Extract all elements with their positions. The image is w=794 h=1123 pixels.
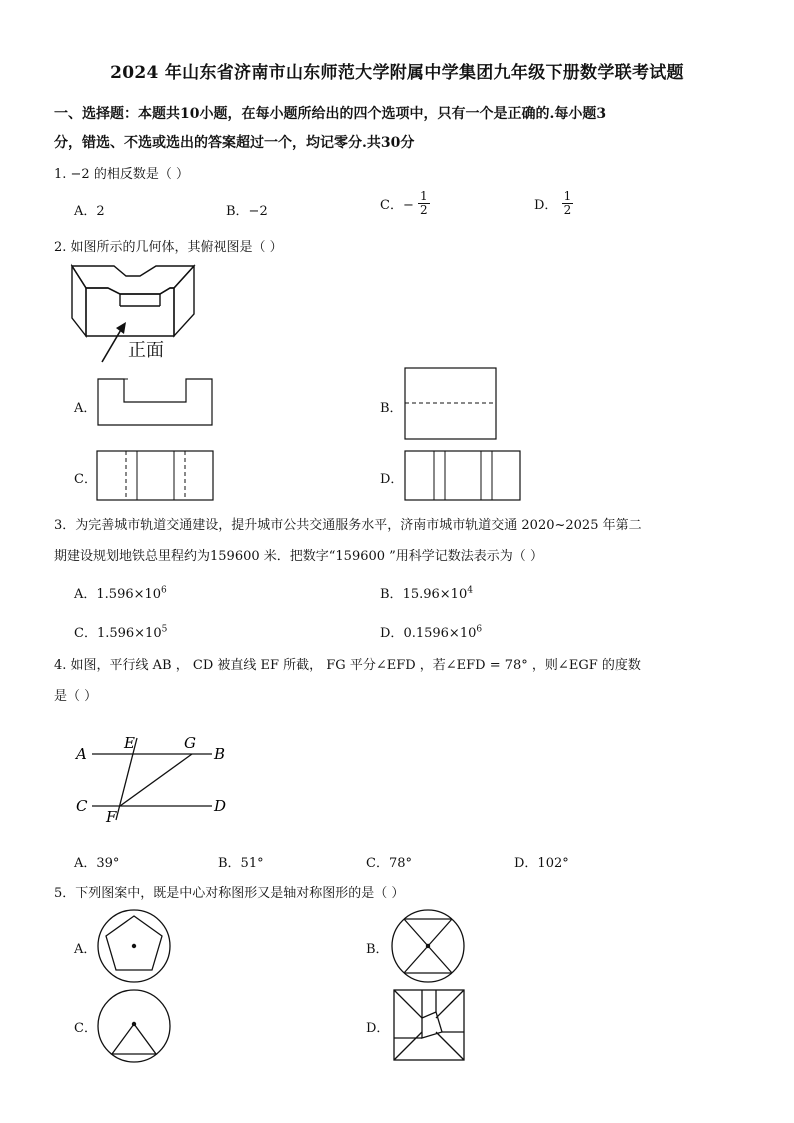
- q2-option-d[interactable]: D．: [380, 472, 404, 487]
- q1-option-d-numerator: 1: [563, 189, 572, 203]
- q1-option-c-denominator: 2: [419, 203, 428, 217]
- q1-option-d-prefix: D．: [534, 198, 558, 213]
- q3-option-a-label: A．: [74, 587, 97, 602]
- section-heading-line2: 分，错选、不选或选出的答案超过一个，均记零分.共30分: [54, 135, 415, 151]
- q1-option-d-fraction: [562, 190, 574, 217]
- q5-option-c-figure: [96, 988, 172, 1064]
- q4-option-c[interactable]: C．78°: [366, 856, 412, 871]
- q3-option-d-base: 0.1596×10: [403, 626, 477, 641]
- q3-option-c[interactable]: [74, 622, 167, 641]
- q3-option-a-base: 1.596×10: [96, 587, 162, 602]
- q4-label-d: D: [214, 797, 227, 815]
- q2-arrow-line: [102, 328, 122, 362]
- q2-solid-front-face: [86, 288, 174, 336]
- q3-option-b-label: B．: [380, 587, 403, 602]
- q2-arrow-head: [116, 322, 126, 334]
- q4-label-g: G: [184, 734, 196, 752]
- q3-option-d-exponent: 6: [476, 624, 483, 635]
- q5-option-c[interactable]: C．: [74, 1021, 97, 1036]
- q1-option-d-denominator: 2: [563, 203, 572, 217]
- q3-option-c-base: 1.596×10: [96, 626, 162, 641]
- q3-option-d-label: D．: [380, 626, 404, 641]
- q4-label-f: F: [106, 808, 117, 826]
- q3-option-a-exponent: 6: [161, 585, 167, 596]
- question-4-line2: 是（ ）: [54, 689, 98, 704]
- q3-option-a[interactable]: [74, 583, 167, 602]
- q5-option-d-figure: [392, 988, 466, 1062]
- q4-label-e: E: [124, 734, 135, 752]
- q2-option-c-figure: [96, 450, 216, 502]
- q4-option-b[interactable]: B．51°: [218, 856, 264, 871]
- q2-front-label: 正面: [128, 340, 164, 361]
- page-title: 2024 年山东省济南市山东师范大学附属中学集团九年级下册数学联考试题: [110, 63, 684, 83]
- q2-option-b[interactable]: B．: [380, 401, 403, 416]
- q2-option-d-figure: [404, 450, 524, 502]
- q1-option-c-fraction: [418, 190, 430, 217]
- question-2-text: 2. 如图所示的几何体，其俯视图是（ ）: [54, 240, 283, 255]
- q4-label-a: A: [76, 745, 87, 763]
- q5-option-b[interactable]: B．: [366, 942, 389, 957]
- q1-option-a[interactable]: A．2: [74, 204, 105, 219]
- q3-option-d[interactable]: [380, 622, 482, 641]
- q1-option-c-prefix: C．−: [380, 198, 414, 213]
- q4-label-b: B: [214, 745, 226, 763]
- q3-option-b[interactable]: [380, 583, 473, 602]
- question-1-text: 1. −2 的相反数是（ ）: [54, 167, 189, 182]
- q1-option-d[interactable]: [534, 190, 573, 217]
- q5-option-a-figure: [96, 908, 172, 984]
- q5-option-b-figure: [390, 908, 466, 984]
- q4-label-c: C: [76, 797, 88, 815]
- q2-solid-right-face: [174, 266, 194, 336]
- section-heading-line1: 一、选择题：本题共10小题，在每小题所给出的四个选项中，只有一个是正确的.每小题3: [54, 106, 607, 122]
- q5-option-a[interactable]: A．: [74, 942, 97, 957]
- q2-option-b-figure: [404, 367, 498, 441]
- question-3-line1: 3．为完善城市轨道交通建设，提升城市公共交通服务水平，济南市城市轨道交通 2020~2025 年第二: [54, 518, 642, 533]
- q2-option-a[interactable]: A．: [74, 401, 97, 416]
- q5-option-d[interactable]: D．: [366, 1021, 390, 1036]
- q2-option-c[interactable]: C．: [74, 472, 97, 487]
- q4-parallel-lines-figure: [72, 728, 242, 828]
- q4-option-d[interactable]: D．102°: [514, 856, 569, 871]
- q1-option-c-numerator: 1: [419, 189, 428, 203]
- q2-option-a-figure: [96, 377, 216, 429]
- q4-option-a[interactable]: A．39°: [74, 856, 120, 871]
- q3-option-c-label: C．: [74, 626, 97, 641]
- question-4-line1: 4. 如图，平行线 AB ， CD 被直线 EF 所截， FG 平分∠EFD ，若∠EFD = 78° ，则∠EGF 的度数: [54, 658, 641, 673]
- q2-solid-top-face: [72, 266, 194, 294]
- q3-option-b-exponent: 4: [467, 585, 473, 596]
- q3-option-c-exponent: 5: [161, 624, 168, 635]
- question-3-line2: 期建设规划地铁总里程约为159600 米．把数字“159600 ”用科学记数法表示为（ ）: [54, 549, 543, 564]
- q3-option-b-base: 15.96×10: [402, 587, 468, 602]
- q1-option-b[interactable]: B．−2: [226, 204, 268, 219]
- q1-option-c[interactable]: [380, 190, 430, 217]
- q2-solid-side-face: [72, 266, 86, 336]
- question-5-text: 5．下列图案中，既是中心对称图形又是轴对称图形的是（ ）: [54, 886, 405, 901]
